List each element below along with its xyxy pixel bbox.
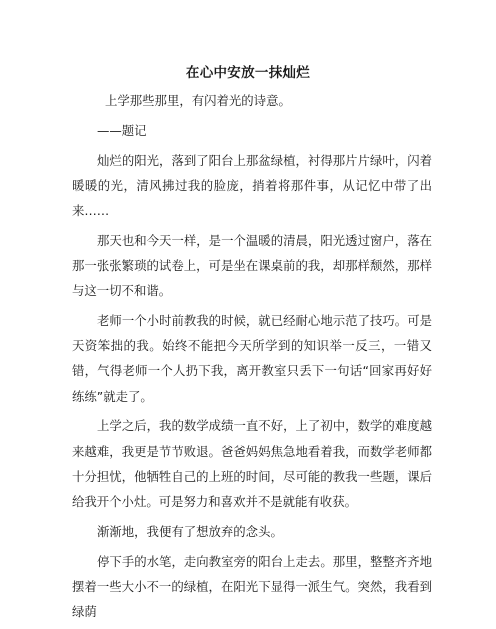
paragraph: 灿烂的阳光，落到了阳台上那盆绿植，衬得那片片绿叶，闪着暖暖的光，清风拂过我的脸庞，捎着将那件事，从记忆中带了出来…… — [72, 152, 432, 218]
paragraph-opening: 上学那些那里，有闪着光的诗意。 — [105, 93, 291, 108]
article-body — [72, 88, 432, 629]
paragraph: 老师一个小时前教我的时候，就已经耐心地示范了技巧。可是天资笨拙的我。始终不能把今天所学到的知识举一反三，一错又错，气得老师一个人扔下我，离开教室只丢下一句话“回家再好好练练”就走了。 — [72, 313, 432, 404]
paragraph: 渐渐地，我便有了想放弃的念头。 — [97, 523, 283, 539]
paragraph: 停下手的水笔，走向教室旁的阳台上走去。那里，整整齐齐地摆着一些大小不一的绿植，在阳光下显得一派生气。突然，我看到绿荫 — [72, 553, 432, 620]
paragraph: 上学之后，我的数学成绩一直不好，上了初中，数学的难度越来越难，我更是节节败退。爸爸妈妈焦急地看着我，而数学老师都十分担忧，他牺牲自己的上班的时间，尽可能的教我一些题，课后给我开个小灶。可是努力和喜欢并不是就能有收获。 — [72, 418, 432, 510]
paragraph: 那天也和今天一样，是一个温暖的清晨，阳光透过窗户，落在那一张张繁琐的试卷上，可是坐在课桌前的我，却那样颓然，那样与这一切不和谐。 — [72, 232, 432, 299]
paragraph-epigraph: ——题记 — [97, 122, 147, 138]
article-title: 在心中安放一抹灿烂 — [185, 65, 311, 81]
